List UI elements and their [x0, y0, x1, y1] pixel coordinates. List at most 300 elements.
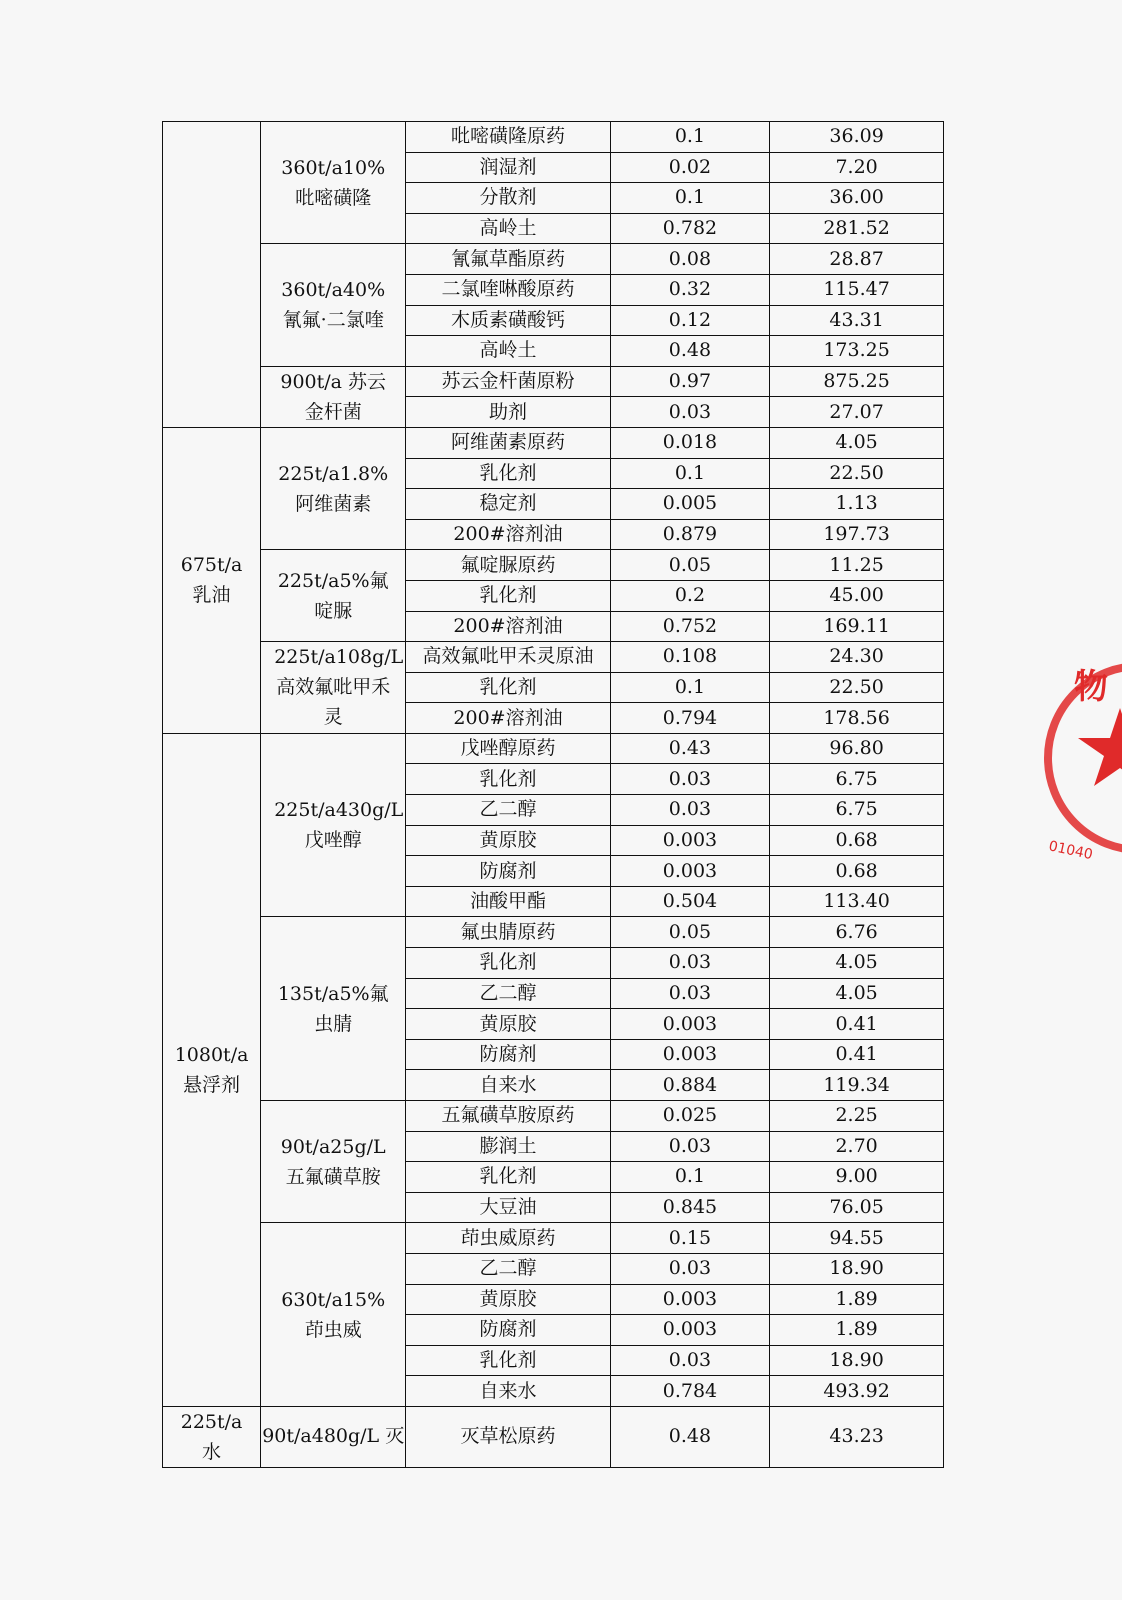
ratio-cell-text: 0.03	[668, 981, 712, 1004]
ratio-cell-text: 0.1	[674, 461, 706, 484]
ratio-cell	[610, 1162, 769, 1193]
ratio-cell-text: 0.003	[662, 1318, 718, 1341]
ratio-cell	[610, 1315, 769, 1346]
ratio-cell-text: 0.025	[662, 1104, 718, 1127]
material-cell-text: 乳化剂	[479, 767, 537, 790]
ratio-cell	[610, 825, 769, 856]
amount-cell-text: 0.41	[835, 1012, 878, 1035]
amount-cell-text: 94.55	[829, 1226, 884, 1249]
material-cell	[406, 978, 610, 1009]
amount-cell	[770, 672, 944, 703]
material-cell-text: 乳化剂	[479, 951, 537, 974]
material-cell	[406, 1315, 610, 1346]
ratio-cell	[610, 213, 769, 244]
material-cell-text: 戊唑醇原药	[460, 737, 556, 760]
material-cell-text: 高岭土	[479, 339, 537, 362]
material-cell	[406, 642, 610, 673]
ratio-cell-text: 0.504	[662, 890, 718, 913]
material-cell-text: 高岭土	[479, 217, 537, 240]
ratio-cell-text: 0.03	[668, 798, 712, 821]
amount-cell	[770, 152, 944, 183]
ratio-cell-text: 0.05	[668, 553, 712, 576]
table-row	[163, 550, 944, 581]
material-cell-text: 苏云金杆菌原粉	[441, 370, 575, 393]
table-row	[163, 1406, 944, 1467]
ratio-cell	[610, 764, 769, 795]
ratio-cell-text: 0.05	[668, 920, 712, 943]
material-cell	[406, 274, 610, 305]
ratio-cell	[610, 978, 769, 1009]
amount-cell-text: 0.68	[835, 859, 878, 882]
material-cell-text: 氟啶脲原药	[460, 553, 556, 576]
ratio-cell-text: 0.003	[662, 1043, 718, 1066]
amount-cell	[770, 580, 944, 611]
product-cell-text: 360t/a10%吡嘧磺隆	[281, 156, 386, 209]
product-cell	[261, 733, 406, 917]
ratio-cell	[610, 489, 769, 520]
formulation-table	[162, 121, 944, 1468]
amount-cell	[770, 274, 944, 305]
ratio-cell-text: 0.03	[668, 1349, 712, 1372]
ratio-cell-text: 0.97	[668, 370, 712, 393]
material-cell-text: 稳定剂	[479, 492, 537, 515]
material-cell-text: 自来水	[479, 1379, 537, 1402]
amount-cell-text: 36.00	[829, 186, 884, 209]
ratio-cell-text: 0.1	[674, 1165, 706, 1188]
amount-cell	[770, 917, 944, 948]
material-cell-text: 乳化剂	[479, 584, 537, 607]
material-cell-text: 阿维菌素原药	[450, 431, 565, 454]
material-cell	[406, 1345, 610, 1376]
amount-cell	[770, 611, 944, 642]
product-cell-text: 225t/a108g/L 高效氟吡甲禾灵	[274, 646, 404, 729]
amount-cell	[770, 1284, 944, 1315]
amount-cell-text: 28.87	[829, 247, 884, 270]
material-cell	[406, 336, 610, 367]
material-cell-text: 木质素磺酸钙	[450, 308, 565, 331]
material-cell	[406, 213, 610, 244]
amount-cell-text: 22.50	[829, 675, 884, 698]
material-cell	[406, 1070, 610, 1101]
ratio-cell	[610, 1406, 769, 1467]
product-cell-text: 630t/a15%茚虫威	[281, 1288, 386, 1341]
ratio-cell-text: 0.845	[662, 1196, 718, 1219]
amount-cell	[770, 1315, 944, 1346]
amount-cell	[770, 1223, 944, 1254]
ratio-cell	[610, 856, 769, 887]
ratio-cell	[610, 550, 769, 581]
material-cell-text: 润湿剂	[479, 155, 537, 178]
amount-cell	[770, 703, 944, 734]
material-cell-text: 防腐剂	[479, 1318, 537, 1341]
material-cell	[406, 1039, 610, 1070]
ratio-cell-text: 0.12	[668, 308, 712, 331]
ratio-cell-text: 0.1	[674, 675, 706, 698]
amount-cell-text: 281.52	[823, 217, 890, 240]
ratio-cell-text: 0.003	[662, 1012, 718, 1035]
amount-cell	[770, 825, 944, 856]
table-row	[163, 1223, 944, 1254]
amount-cell	[770, 764, 944, 795]
amount-cell	[770, 1101, 944, 1132]
amount-cell	[770, 1131, 944, 1162]
amount-cell-text: 4.05	[835, 431, 878, 454]
material-cell-text: 200#溶剂油	[453, 706, 563, 729]
ratio-cell-text: 0.782	[662, 217, 718, 240]
material-cell	[406, 1101, 610, 1132]
category-cell	[163, 122, 261, 428]
material-cell-text: 氟虫腈原药	[460, 920, 556, 943]
material-cell	[406, 886, 610, 917]
amount-cell	[770, 366, 944, 397]
amount-cell-text: 36.09	[829, 125, 884, 148]
ratio-cell	[610, 519, 769, 550]
ratio-cell	[610, 642, 769, 673]
ratio-cell	[610, 672, 769, 703]
ratio-cell-text: 0.1	[674, 125, 706, 148]
ratio-cell	[610, 917, 769, 948]
ratio-cell	[610, 1223, 769, 1254]
amount-cell-text: 45.00	[829, 584, 884, 607]
ratio-cell	[610, 1284, 769, 1315]
material-cell-text: 黄原胶	[479, 828, 537, 851]
material-cell-text: 防腐剂	[479, 1043, 537, 1066]
amount-cell-text: 6.76	[835, 920, 878, 943]
material-cell	[406, 366, 610, 397]
seal-bottom-text: 01040	[1047, 838, 1095, 864]
material-cell-text: 乙二醇	[479, 1257, 537, 1280]
table-row	[163, 917, 944, 948]
material-cell	[406, 733, 610, 764]
ratio-cell	[610, 1253, 769, 1284]
category-cell-text: 675t/a 乳油	[180, 554, 243, 607]
amount-cell	[770, 886, 944, 917]
amount-cell-text: 0.68	[835, 828, 878, 851]
ratio-cell	[610, 948, 769, 979]
ratio-cell	[610, 1101, 769, 1132]
amount-cell-text: 6.75	[835, 798, 878, 821]
material-cell-text: 分散剂	[479, 186, 537, 209]
ratio-cell-text: 0.48	[668, 339, 712, 362]
amount-cell-text: 875.25	[823, 370, 890, 393]
table-row	[163, 244, 944, 275]
amount-cell-text: 9.00	[835, 1165, 878, 1188]
ratio-cell-text: 0.03	[668, 1257, 712, 1280]
amount-cell-text: 2.25	[835, 1104, 878, 1127]
material-cell-text: 乳化剂	[479, 1165, 537, 1188]
amount-cell-text: 4.05	[835, 981, 878, 1004]
material-cell-text: 茚虫威原药	[460, 1226, 556, 1249]
amount-cell	[770, 183, 944, 214]
table-row	[163, 122, 944, 153]
material-cell	[406, 458, 610, 489]
material-cell	[406, 703, 610, 734]
ratio-cell	[610, 305, 769, 336]
amount-cell	[770, 244, 944, 275]
material-cell-text: 黄原胶	[479, 1287, 537, 1310]
ratio-cell-text: 0.003	[662, 1287, 718, 1310]
amount-cell-text: 96.80	[829, 737, 884, 760]
material-cell-text: 黄原胶	[479, 1012, 537, 1035]
ratio-cell-text: 0.752	[662, 614, 718, 637]
amount-cell-text: 18.90	[829, 1349, 884, 1372]
product-cell	[261, 366, 406, 427]
material-cell-text: 乳化剂	[479, 461, 537, 484]
amount-cell	[770, 397, 944, 428]
ratio-cell-text: 0.005	[662, 492, 718, 515]
material-cell-text: 五氟磺草胺原药	[441, 1104, 575, 1127]
ratio-cell	[610, 336, 769, 367]
material-cell	[406, 1223, 610, 1254]
amount-cell	[770, 1162, 944, 1193]
ratio-cell	[610, 1345, 769, 1376]
product-cell-text: 360t/a40%氰氟·二氯喹	[281, 279, 386, 332]
material-cell-text: 乙二醇	[479, 798, 537, 821]
material-cell	[406, 917, 610, 948]
ratio-cell-text: 0.2	[674, 584, 706, 607]
ratio-cell-text: 0.003	[662, 828, 718, 851]
category-cell-text: 1080t/a 悬浮剂	[174, 1043, 249, 1096]
amount-cell	[770, 856, 944, 887]
product-cell-text: 225t/a430g/L 戊唑醇	[274, 799, 404, 852]
amount-cell-text: 11.25	[829, 553, 884, 576]
material-cell	[406, 856, 610, 887]
material-cell	[406, 764, 610, 795]
amount-cell-text: 1.89	[835, 1318, 878, 1341]
ratio-cell	[610, 397, 769, 428]
product-cell	[261, 1406, 406, 1467]
ratio-cell-text: 0.03	[668, 951, 712, 974]
material-cell	[406, 305, 610, 336]
amount-cell-text: 493.92	[823, 1379, 890, 1402]
ratio-cell-text: 0.108	[662, 645, 718, 668]
ratio-cell-text: 0.03	[668, 767, 712, 790]
amount-cell	[770, 978, 944, 1009]
material-cell-text: 防腐剂	[479, 859, 537, 882]
amount-cell	[770, 1253, 944, 1284]
amount-cell	[770, 1070, 944, 1101]
amount-cell	[770, 550, 944, 581]
amount-cell-text: 169.11	[823, 614, 890, 637]
material-cell	[406, 1162, 610, 1193]
amount-cell-text: 2.70	[835, 1134, 878, 1157]
amount-cell	[770, 948, 944, 979]
product-cell	[261, 1101, 406, 1223]
material-cell	[406, 1376, 610, 1407]
material-cell	[406, 397, 610, 428]
material-cell	[406, 611, 610, 642]
ratio-cell-text: 0.32	[668, 278, 712, 301]
material-cell-text: 膨润土	[479, 1134, 537, 1157]
material-cell-text: 高效氟吡甲禾灵原油	[422, 645, 594, 668]
ratio-cell	[610, 733, 769, 764]
amount-cell-text: 178.56	[823, 706, 890, 729]
material-cell-text: 乳化剂	[479, 1349, 537, 1372]
ratio-cell-text: 0.03	[668, 400, 712, 423]
material-cell-text: 二氯喹啉酸原药	[441, 278, 575, 301]
material-cell	[406, 1192, 610, 1223]
material-cell-text: 乙二醇	[479, 981, 537, 1004]
amount-cell	[770, 733, 944, 764]
amount-cell	[770, 489, 944, 520]
product-cell	[261, 642, 406, 734]
ratio-cell	[610, 886, 769, 917]
amount-cell-text: 119.34	[823, 1073, 890, 1096]
ratio-cell	[610, 366, 769, 397]
product-cell	[261, 1223, 406, 1407]
amount-cell-text: 27.07	[829, 400, 884, 423]
ratio-cell-text: 0.884	[662, 1073, 718, 1096]
product-cell	[261, 244, 406, 366]
material-cell-text: 吡嘧磺隆原药	[450, 125, 565, 148]
table-row	[163, 733, 944, 764]
amount-cell-text: 1.89	[835, 1287, 878, 1310]
amount-cell	[770, 305, 944, 336]
product-cell	[261, 122, 406, 244]
product-cell-text: 90t/a480g/L 灭	[262, 1425, 405, 1448]
amount-cell	[770, 122, 944, 153]
category-cell-text: 225t/a 水	[180, 1410, 243, 1463]
material-cell	[406, 152, 610, 183]
amount-cell-text: 6.75	[835, 767, 878, 790]
ratio-cell-text: 0.08	[668, 247, 712, 270]
table-row	[163, 642, 944, 673]
ratio-cell	[610, 244, 769, 275]
amount-cell-text: 173.25	[823, 339, 890, 362]
product-cell-text: 90t/a25g/L 五氟磺草胺	[280, 1135, 386, 1188]
material-cell	[406, 1253, 610, 1284]
ratio-cell-text: 0.879	[662, 523, 718, 546]
amount-cell-text: 4.05	[835, 951, 878, 974]
ratio-cell	[610, 1192, 769, 1223]
ratio-cell	[610, 122, 769, 153]
ratio-cell	[610, 152, 769, 183]
amount-cell	[770, 519, 944, 550]
ratio-cell-text: 0.03	[668, 1134, 712, 1157]
table-row	[163, 366, 944, 397]
ratio-cell	[610, 183, 769, 214]
product-cell-text: 900t/a 苏云金杆菌	[280, 370, 387, 423]
ratio-cell-text: 0.018	[662, 431, 718, 454]
material-cell	[406, 244, 610, 275]
amount-cell	[770, 1009, 944, 1040]
material-cell	[406, 948, 610, 979]
material-cell	[406, 1131, 610, 1162]
material-cell	[406, 1406, 610, 1467]
material-cell	[406, 672, 610, 703]
category-cell	[163, 1406, 261, 1467]
product-cell-text: 225t/a5%氟啶脲	[277, 569, 389, 622]
ratio-cell-text: 0.43	[668, 737, 712, 760]
table-row	[163, 1101, 944, 1132]
material-cell-text: 氰氟草酯原药	[450, 247, 565, 270]
material-cell	[406, 183, 610, 214]
amount-cell-text: 43.23	[829, 1425, 884, 1448]
ratio-cell	[610, 1039, 769, 1070]
table-body	[163, 122, 944, 1468]
amount-cell	[770, 642, 944, 673]
amount-cell-text: 0.41	[835, 1043, 878, 1066]
amount-cell-text: 197.73	[823, 523, 890, 546]
ratio-cell	[610, 580, 769, 611]
amount-cell-text: 7.20	[835, 155, 878, 178]
ratio-cell-text: 0.48	[668, 1425, 712, 1448]
material-cell	[406, 1009, 610, 1040]
material-cell	[406, 580, 610, 611]
seal-top-text: 物	[1074, 667, 1108, 707]
amount-cell-text: 43.31	[829, 308, 884, 331]
category-cell	[163, 427, 261, 733]
red-seal-stamp	[1040, 640, 1122, 880]
product-cell-text: 225t/a1.8%阿维菌素	[278, 462, 389, 515]
material-cell-text: 200#溶剂油	[453, 523, 563, 546]
amount-cell-text: 18.90	[829, 1257, 884, 1280]
amount-cell-text: 76.05	[829, 1196, 884, 1219]
category-cell	[163, 733, 261, 1406]
ratio-cell	[610, 1131, 769, 1162]
amount-cell	[770, 1192, 944, 1223]
material-cell	[406, 489, 610, 520]
amount-cell-text: 22.50	[829, 461, 884, 484]
amount-cell	[770, 213, 944, 244]
product-cell	[261, 917, 406, 1101]
material-cell-text: 大豆油	[479, 1196, 537, 1219]
amount-cell	[770, 1406, 944, 1467]
material-cell	[406, 550, 610, 581]
ratio-cell	[610, 1009, 769, 1040]
material-cell	[406, 825, 610, 856]
table-row	[163, 427, 944, 458]
ratio-cell	[610, 795, 769, 826]
ratio-cell-text: 0.003	[662, 859, 718, 882]
amount-cell-text: 24.30	[829, 645, 884, 668]
material-cell-text: 乳化剂	[479, 675, 537, 698]
material-cell-text: 油酸甲酯	[469, 890, 546, 913]
amount-cell	[770, 1376, 944, 1407]
amount-cell-text: 115.47	[823, 278, 890, 301]
material-cell	[406, 427, 610, 458]
ratio-cell-text: 0.784	[662, 1379, 718, 1402]
ratio-cell	[610, 1376, 769, 1407]
ratio-cell-text: 0.794	[662, 706, 718, 729]
amount-cell	[770, 1039, 944, 1070]
material-cell	[406, 122, 610, 153]
amount-cell	[770, 336, 944, 367]
amount-cell	[770, 427, 944, 458]
material-cell-text: 灭草松原药	[460, 1425, 556, 1448]
amount-cell-text: 113.40	[823, 890, 890, 913]
amount-cell	[770, 1345, 944, 1376]
ratio-cell	[610, 1070, 769, 1101]
ratio-cell-text: 0.1	[674, 186, 706, 209]
ratio-cell-text: 0.02	[668, 155, 712, 178]
ratio-cell	[610, 274, 769, 305]
product-cell	[261, 550, 406, 642]
product-cell	[261, 427, 406, 549]
amount-cell	[770, 795, 944, 826]
amount-cell	[770, 458, 944, 489]
ratio-cell	[610, 427, 769, 458]
ratio-cell	[610, 703, 769, 734]
material-cell-text: 自来水	[479, 1073, 537, 1096]
material-cell	[406, 519, 610, 550]
ratio-cell	[610, 611, 769, 642]
material-cell-text: 200#溶剂油	[453, 614, 563, 637]
ratio-cell-text: 0.15	[668, 1226, 712, 1249]
material-cell-text: 助剂	[488, 400, 527, 423]
material-cell	[406, 1284, 610, 1315]
ratio-cell	[610, 458, 769, 489]
